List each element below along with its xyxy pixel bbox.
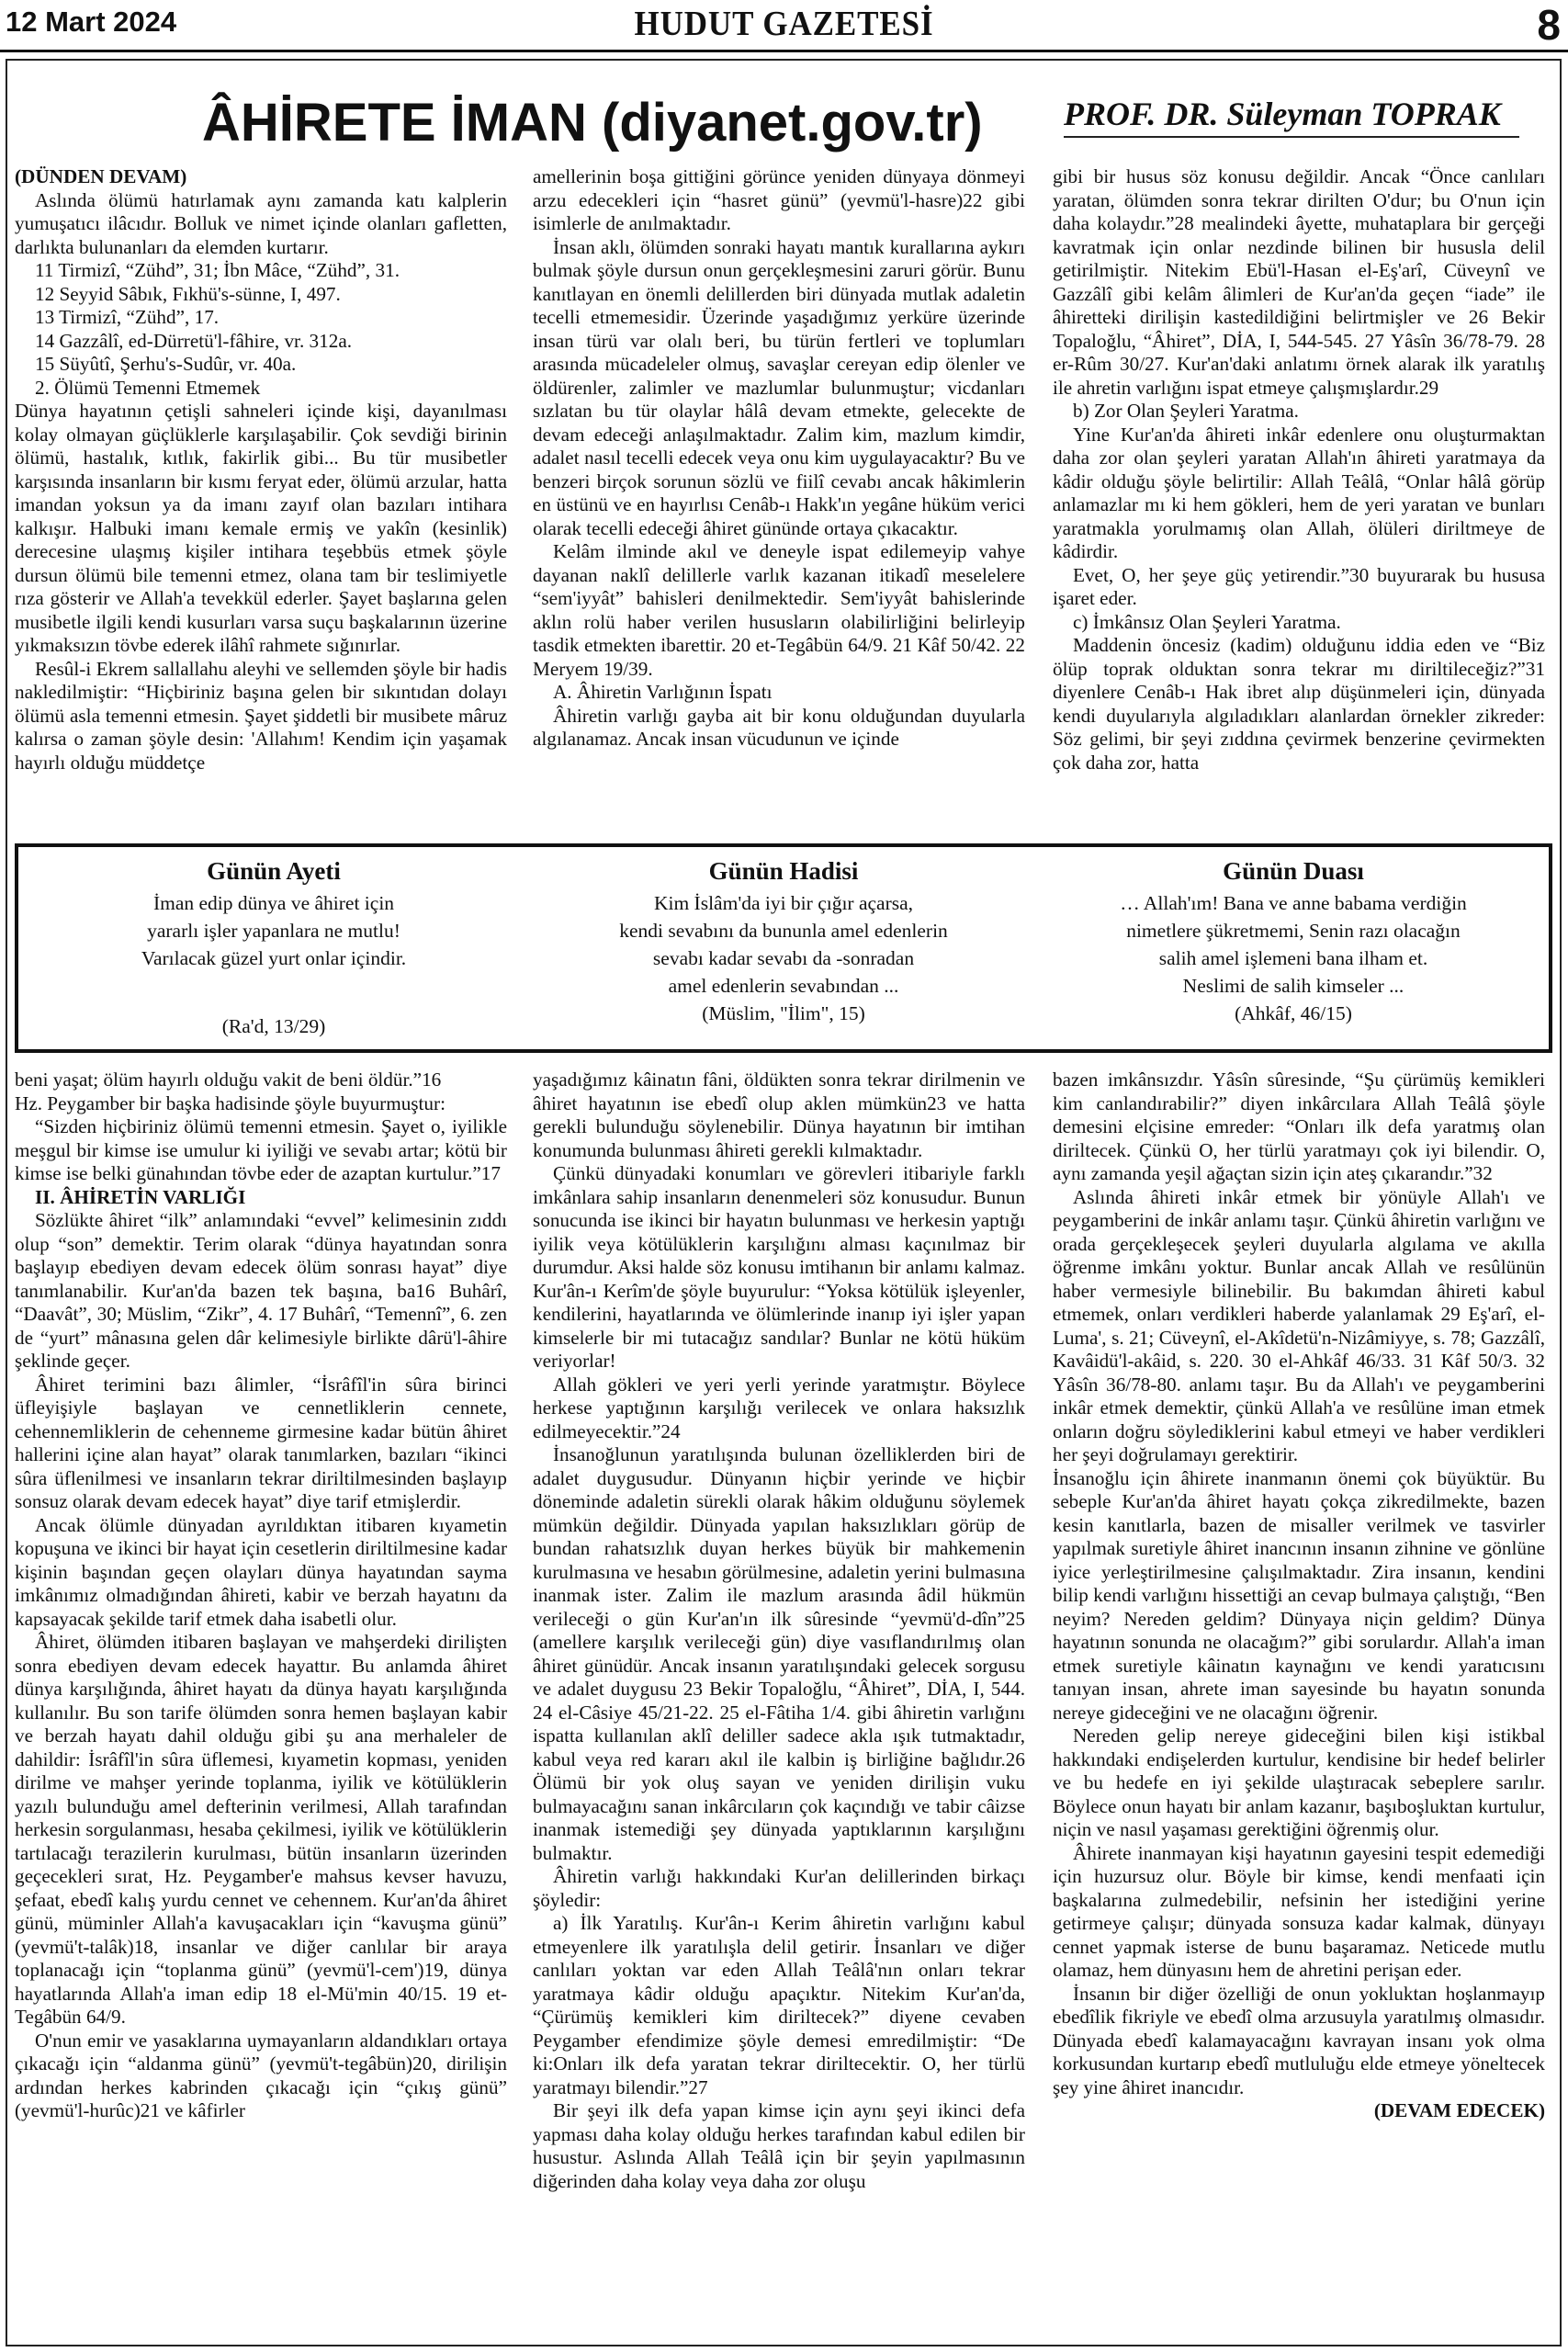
- article-paragraph: Allah gökleri ve yeri yerli yerinde yaratmıştır. Böylece herkese yaptığının karşılığı verilecek ve onlara haksızlık edilmeyecektir.”24: [533, 1373, 1025, 1442]
- article-paragraph: İnsanın bir diğer özelliği de onun yokluktan hoşlanmayıp ebedîlik fikriyle ve ebedî olma arzusuyla yaratılmış olmasıdır. Dünyada ebedî kalamayacağını kavrayan insanı yok olma korkusundan kurtarıp ebedî mutluluğu elde etmeye yöneltecek şey yine âhiret inancıdır.: [1053, 1982, 1545, 2098]
- article-paragraph: (DÜNDEN DEVAM): [15, 165, 187, 187]
- article-paragraph: Evet, O, her şeye güç yetirendir.”30 buyurarak bu hususa işaret eder.: [1053, 563, 1545, 609]
- box-line: Kim İslâm'da iyi bir çığır açarsa,: [653, 892, 914, 914]
- top-column-3: [1053, 165, 1545, 829]
- article-paragraph: O'nun emir ve yasaklarına uymayanların aldandıkları ortaya çıkacağı için “aldanma günü” (yevmü't-tegâbün)20, dirilişin ardından herkes kabrinden çıkacağı için “çıkış günü” (yevmü'l-hurûc)21 ve kâfirler: [15, 2029, 507, 2121]
- article-paragraph: Dünya hayatının çetişli sahneleri içinde kişi, dayanılması kolay olmayan güçlüklerle karşılaşabilir. Çok sevdiği birinin ölümü, hastalık, kıtlık, fakirlik gibi... Bu tür musibetler karşısında insanların bir kısmı feryat eder, ölümü arzular, hatta imandan yoksun ya da imanı zayıf olan bazıları intihara kalkışır. Halbuki imanı kemale ermiş ve yakîn (kesinlik) derecesine ulaşmış kişiler intihara teşebbüs etmek şöyle dursun ölümü bile temenni etmez, olana tam bir teslimiyetle rıza gösterir ve Allah'a tevekkül ederler. Şayet başlarına gelen musibetle ilgili kendi kusurları varsa suçu başkalarının üzerine yıkmaksızın tövbe ederek ilâhî rahmete sığınırlar.: [15, 400, 507, 656]
- page-header: [0, 0, 1568, 51]
- article-paragraph: Aslında ölümü hatırlamak aynı zamanda katı kalplerin yumuşatıcı ilâcıdır. Bolluk ve nimet içinde olanları gafletten, darlıkta bulunanları da elemden kurtarır.: [15, 188, 507, 258]
- article-paragraph: Âhiret, ölümden itibaren başlayan ve mahşerdeki dirilişten sonra ebediyen devam edecek hayattır. Bu anlamda âhiret dünya karşılığında, âhiret hayatı da dünya hayatı karşılığında kullanılır. Bu son tarife ölümden sonra hemen başlayan kabir ve berzah hayatı dahil olduğu gibi şu ana merhaleler de dahildir: İsrâfîl'in sûra üflemesi, kıyametin kopması, yeniden dirilme ve mahşer yerinde toplanma, iyilik ve kötülüklerin yazılı bulunduğu amel defterinin verilmesi, Allah tarafından herkesin sorgulanması, hesaba çekilmesi, iyilik ve kötülüklerin tartılacağı terazilerin kurulması, bütün insanların üzerinden geçecekleri sırat, Hz. Peygamber'e mahsus kevser havuzu, şefaat, ebedî kalış yurdu cennet ve cehennem. Kur'an'da âhiret günü, müminler Allah'a kavuşacakları için “kavuşma günü” (yevmü't-talâk)18, insanlar ve diğer canlılar bir araya toplanacağı için “toplanma günü” (yevmü'l-cem')19, dünya hayatlarında Allah'a iman edip 18 el-Mü'min 40/15. 19 et-Tegâbün 64/9.: [15, 1631, 507, 2028]
- bottom-column-1: [15, 1069, 507, 2341]
- article-paragraph: II. ÂHİRETİN VARLIĞI: [35, 1185, 246, 1208]
- article-paragraph: (DEVAM EDECEK): [1373, 2099, 1545, 2121]
- header-rule: [0, 50, 1568, 52]
- article-paragraph: Nereden gelip nereye gideceğini bilen kişi istikbal hakkındaki endişelerden kurtulur, kendisine bir hedef belirler ve bu hedefe en iyi şekilde ulaştıracak sebeplere sarılır. Böylece onun hayatı bir anlam kazanır, başıboşluktan kurtulur, niçin ve nasıl yaşaması gerektiğini öğrenmiş olur.: [1053, 1724, 1545, 1840]
- article-paragraph: İnsanoğlu için âhirete inanmanın önemi çok büyüktür. Bu sebeple Kur'an'da âhiret hayatı çokça zikredilmekte, bazen kesin kanıtlarla, bazen de misaller verilmek ve tasvirler yapılmak suretiyle âhiret inancının insanın zihnine ve gönlüne iyice yerleştirilmesine çalışılmaktadır. Zira insanın, kendini bilip kendi varlığını hissettiği an cevap bulmaya çalıştığı, “Ben neyim? Nereden geldim? Dünyaya niçin geldim? Dünya hayatının sonunda ne olacağım?” gibi sorulardır. Allah'a iman etmek suretiyle kâinatın kaynağını ve kendi yaratıcısını tanıyan insan, ahrete iman sayesinde bu hayatın sonunda nereye gideceğini ve ne olacağını öğrenir.: [1053, 1466, 1545, 1724]
- box-source: (Müslim, "İlim", 15): [702, 1002, 865, 1024]
- bottom-column-3: [1053, 1069, 1545, 2341]
- top-column-2: [533, 165, 1025, 829]
- article-paragraph: “Sizden hiçbiriniz ölümü temenni etmesin. Şayet o, iyilikle meşgul bir kimse ise umulur ki iyiliği ve sevabı artar; kötü bir kimse ise belki günahından tövbe eder de azaptan kurtulur.”17: [15, 1115, 507, 1184]
- article-paragraph: Âhirete inanmayan kişi hayatının gayesini tespit edemediği için huzursuz olur. Böyle bir kimse, kendi menfaati için başkalarına zulmedebilir, nefsinin her istediğini yerine getirmeye çalışır; dünyada sonsuza kadar kalmak, dünyayı cennet yapmak isterse de bunu başaramaz. Neticede mutlu olamaz, hem dünyasını hem de ahretini perişan eder.: [1053, 1841, 1545, 1981]
- top-column-1: [15, 165, 507, 829]
- box-source: (Ra'd, 13/29): [221, 1015, 326, 1037]
- newspaper-name: HUDUT GAZETESİ: [634, 5, 934, 43]
- daily-boxes: [15, 843, 1552, 1053]
- box-line: Varılacak güzel yurt onlar içindir.: [141, 947, 407, 969]
- box-source: (Ahkâf, 46/15): [1235, 1002, 1352, 1024]
- box-line: Neslimi de salih kimseler ...: [1182, 975, 1404, 997]
- article-paragraph: c) İmkânsız Olan Şeyleri Yaratma.: [1073, 610, 1341, 633]
- article-paragraph: amellerinin boşa gittiğini görünce yeniden dünyaya dönmeyi arzu edecekleri için “hasret günü” (yevmü'l-hasre)22 gibi isimlerle de anılmaktadır.: [533, 165, 1025, 234]
- article-paragraph: Âhiret terimini bazı âlimler, “İsrâfîl'in sûra birinci üfleyişiyle başlayan ve cennetliklerin cennete, cehennemliklerin de cehenneme girmesine kadar bütün âhiret hallerini içine alan hayat” olarak tanımlarken, bazıları “ikinci sûra üflenilmesi ve insanların tekrar diriltilmesinden başlayıp sonsuz olarak devam edecek hayat” diye tarif etmişlerdir.: [15, 1373, 507, 1512]
- article-paragraph: yaşadığımız kâinatın fâni, öldükten sonra tekrar dirilmenin ve âhiret hayatının ise ebedî olup aklen mümkün23 ve hatta gerekli bulunduğu söylenebilir. Dünya hayatının bir imtihan konumunda bulunması âhireti gerekli kılmaktadır.: [533, 1069, 1025, 1161]
- page-number: 8: [1537, 1, 1561, 49]
- box-line: sevabı kadar sevabı da -sonradan: [652, 947, 915, 969]
- box-line: … Allah'ım! Bana ve anne babama verdiğin: [1120, 892, 1467, 914]
- verse-of-day: [26, 853, 522, 1040]
- article-paragraph: Aslında âhireti inkâr etmek bir yönüyle Allah'ı ve peygamberini de inkâr anlamı taşır. Çünkü âhiretin varlığını ve orada gerçekleşecek şeyleri duyularla algılama ve akılla öğrenme imkânı yoktur. Bunlar ancak Allah ve resûlünün haber vermesiyle bilinebilir. Bu bakımdan âhireti kabul etmemek, onları verdikleri haberde yalanlamak 29 Eş'arî, el-Luma', s. 21; Cüveynî, el-Akîdetü'n-Nizâmiyye, s. 78; Gazzâlî, Kavâidü'l-akâid, s. 220. 30 el-Ahkâf 46/33. 31 Kâf 50/3. 32 Yâsîn 36/78-80. anlamı taşır. Bu da Allah'ı ve peygamberini inkâr etmek demektir, çünkü Allah'a ve resûlüne iman etmek onların doğru söylediklerini kabul etmeyi ve haber verdikleri her şeyi doğrulamayı gerektirir.: [1053, 1185, 1545, 1465]
- box-line: yararlı işler yapanlara ne mutlu!: [147, 920, 400, 942]
- article-author: PROF. DR. Süleyman TOPRAK: [1064, 96, 1501, 132]
- article-paragraph: Âhiretin varlığı gayba ait bir konu olduğundan duyularla algılanamaz. Ancak insan vücudunun ve içinde: [533, 704, 1025, 750]
- hadith-of-day: [536, 853, 1032, 1027]
- box-heading: Günün Ayeti: [207, 857, 341, 885]
- bottom-column-2: [533, 1069, 1025, 2341]
- article-paragraph: Resûl-i Ekrem sallallahu aleyhi ve sellemden şöyle bir hadis nakledilmiştir: “Hiçbiriniz başına gelen bir sıkıntıdan dolayı ölümü asla temenni etmesin. Şayet şiddetli bir musibete mâruz kalırsa o zaman şöyle desin: 'Allahım! Kendim için yaşamak hayırlı olduğu müddetçe: [15, 657, 507, 774]
- article-paragraph: 2. Ölümü Temenni Etmemek: [35, 376, 261, 399]
- article-paragraph: 15 Süyûtî, Şerhu's-Sudûr, vr. 40a.: [35, 353, 297, 375]
- article-paragraph: 12 Seyyid Sâbık, Fıkhü's-sünne, I, 497.: [35, 282, 341, 305]
- article-paragraph: 13 Tirmizî, “Zühd”, 17.: [35, 306, 220, 328]
- box-line: amel edenlerin sevabından ...: [668, 975, 899, 997]
- article-paragraph: bazen imkânsızdır. Yâsîn sûresinde, “Şu çürümüş kemikleri kim canlandırabilir?” diyen inkârcılara Allah Teâlâ şöyle demesini elçisine emreder: “Onları ilk defa yaratmış olan diriltecek. Çünkü O, her türlü yaratmayı çok iyi bilendir. O, aynı zamanda yeşil ağaçtan sizin için ateş çıkarandır.”32: [1053, 1069, 1545, 1184]
- author-underline: [1064, 136, 1519, 138]
- box-line: kendi sevabını da bununla amel edenlerin: [619, 920, 948, 942]
- box-heading: Günün Duası: [1223, 857, 1364, 885]
- box-heading: Günün Hadisi: [708, 857, 859, 885]
- article-paragraph: beni yaşat; ölüm hayırlı olduğu vakit de beni öldür.”16: [15, 1069, 442, 1091]
- article-paragraph: 14 Gazzâlî, ed-Dürretü'l-fâhire, vr. 312a.: [35, 329, 353, 352]
- article-paragraph: Âhiretin varlığı hakkındaki Kur'an delillerinden birkaçı şöyledir:: [533, 1865, 1025, 1911]
- article-paragraph: b) Zor Olan Şeyleri Yaratma.: [1073, 400, 1299, 422]
- box-line: İman edip dünya ve âhiret için: [152, 892, 395, 914]
- article-paragraph: a) İlk Yaratılış. Kur'ân-ı Kerim âhiretin varlığını kabul etmeyenlere ilk yaratılışla delil getirir. İnsanları ve diğer canlıları yoktan var eden Allah Teâlâ'nın onları tekrar yaratmaya kâdir olduğu apaçıktır. Nitekim Kur'an'da, “Çürümüş kemikleri kim diriltecek?” diyene cevaben Peygamber efendimize şöyle demesi emredilmiştir: “De ki:Onları ilk defa yaratan tekrar diriltecektir. O, her türlü yaratmayı bilendir.”27: [533, 1912, 1025, 2098]
- article-paragraph: Kelâm ilminde akıl ve deneyle ispat edilemeyip vahye dayanan naklî delillerle varlık kazanan itikadî meselelere “sem'iyyât” bahisleri denilmektedir. Sem'iyyât bahislerinde aklın rolü haber verilen hususların olabilirliğini belirleyip tasdik etmekten ibarettir. 20 et-Tegâbün 64/9. 21 Kâf 50/42. 22 Meryem 19/39.: [533, 540, 1025, 680]
- article-paragraph: İnsan aklı, ölümden sonraki hayatı mantık kurallarına aykırı bulmak şöyle dursun onun gerçekleşmesini zaruri görür. Bunu kanıtlayan en önemli delillerden biri dünyada mutlak adaletin tecelli etmemesidir. Üzerinde yaşadığımız yerküre üzerinde insan türü var olalı beri, bu türün fertleri ve toplumları arasında mücadeleler olmuş, savaşlar cereyan edip ölenler ve öldürenler, zalimler ve mazlumlar bulunmuştur; vicdanları sızlatan bu tür olaylar hâlâ devam etmekte, gelecekte de devam edeceği anlaşılmaktadır. Zalim kim, mazlum kimdir, adalet nasıl tecelli edecek veya onu kim uygulayacaktır? Bu ve benzeri birçok sorunun sözlü ve fiilî cevabı ancak hâkimlerin en üstünü ve en hayırlısı Cenâb-ı Hakk'ın yegâne hüküm verici olarak tecelli edeceği âhiret gününde ortaya çıkacaktır.: [533, 235, 1025, 539]
- article-paragraph: Maddenin öncesiz (kadim) olduğunu iddia eden ve “Biz ölüp toprak olduktan sonra tekrar mı diriltileceğiz?”31 diyenlere Cenâb-ı Hak ibret alıp düşünmeleri için, dünyada kendi duyularıyla algıladıkları alanlardan örnekler zikreder: Söz gelimi, bir şeyi zıddına çevirmek benzerine çevirmekten çok daha zor, hatta: [1053, 634, 1545, 774]
- article-paragraph: İnsanoğlunun yaratılışında bulunan özelliklerden biri de adalet duygusudur. Dünyanın hiçbir yerinde ve hiçbir döneminde adaletin sürekli olarak hâkim olduğunu söylemek mümkün değildir. Dünyada yapılan haksızlıkları görüp de bundan rahatsızlık duyan herkes büyük bir mahkemenin kurulmasına ve hesabın görülmesine, adaletin yerini bulmasına inanmak ister. Zalim ile mazlum arasında âdil hükmün verileceği o gün Kur'an'ın ilk sûresinde “yevmü'd-dîn”25 (amellere karşılık verileceği gün) diye vasıflandırılmış olan âhiret günüdür. Ancak insanın yaratılışındaki gelecek sorgusu ve adalet duygusu 23 Bekir Topaloğlu, “Âhiret”, DİA, I, 544. 24 el-Câsiye 45/21-22. 25 el-Fâtiha 1/4. gibi âhiretin varlığını ispatta kullanılan aklî deliller sadece akla ışık tutmaktadır, kabul veya red kararı akıl ile kalbin iş birliğine bağlıdır.26 Ölümü bir yok oluş sayan ve yeniden dirilişin vuku bulmayacağını sanan inkârcıların çok kaçındığı ve tabir câizse inanmak istemediği şey dünyada yaptıklarının karşılığını bulmaktır.: [533, 1443, 1025, 1864]
- article-paragraph: Sözlükte âhiret “ilk” anlamındaki “evvel” kelimesinin zıddı olup “son” demektir. Terim olarak “dünya hayatından sonra başlayıp ebediyen devam edecek ölüm sonrası hayat” diye tanımlanabilir. Kur'an'da bazen tek başına, ba16 Buhârî, “Daavât”, 30; Müslim, “Zikr”, 4. 17 Buhârî, “Temennî”, 6. zen de “yurt” mânasına gelen dâr kelimesiyle birlikte dârü'l-âhire şeklinde geçer.: [15, 1209, 507, 1372]
- issue-date: 12 Mart 2024: [6, 6, 177, 38]
- article-paragraph: 11 Tirmizî, “Zühd”, 31; İbn Mâce, “Zühd”, 31.: [35, 259, 400, 281]
- article-paragraph: Yine Kur'an'da âhireti inkâr edenlere onu oluşturmaktan daha zor olan şeyleri yaratan Allah'ın âhireti yaratmaya da kâdir olduğu şöyle belirtilir: Allah Teâlâ, “Onlar hâlâ görüp anlamazlar mı ki hem gökleri, hem de yeri yaratan ve bunları yaratmakla yorulmamış olan Allah, ölüleri diriltmeye de kâdirdir.: [1053, 423, 1545, 562]
- article-paragraph: Bir şeyi ilk defa yapan kimse için aynı şeyi ikinci defa yapması daha kolay olduğu herkes tarafından kabul edilen bir husustur. Aslında Allah Teâlâ için bir şeyin yapılmasının diğerinden daha kolay veya daha zor oluşu: [533, 2099, 1025, 2192]
- article-paragraph: Hz. Peygamber bir başka hadisinde şöyle buyurmuştur:: [15, 1091, 446, 1114]
- article-paragraph: gibi bir husus söz konusu değildir. Ancak “Önce canlıları yaratan, ölümden sonra tekrar dirilten O'dur; bu O'nun için daha kolaydır.”28 mealindeki âyette, muhataplara bir gerçeği kavratmak için onlar nezdinde bilinen bir hususla delil getirilmiştir. Nitekim Ebü'l-Hasan el-Eş'arî, Cüveynî ve Gazzâlî gibi kelâm âlimleri de Kur'an'da geçen “iade” ile âhiretteki dirilişin kastedildiğini belirtmişler ve 26 Bekir Topaloğlu, “Âhiret”, DİA, I, 544-545. 27 Yâsîn 36/78-79. 28 er-Rûm 30/27. Kur'an'daki anlatımı örnek alarak ilk yaratılış ile ahretin varlığını ispat etmeye çalışmışlardır.29: [1053, 165, 1545, 399]
- article-paragraph: Çünkü dünyadaki konumları ve görevleri itibariyle farklı imkânlara sahip insanların denenmeleri söz konusudur. Bunun sonucunda ise ikinci bir hayatın bulunması ve herkesin yaptığı iyilik veya kötülüklerin karşılığını alması kaçınılmaz bir durumdur. Aksi halde söz konusu imtihanın bir anlamı kalmaz. Kur'ân-ı Kerîm'de şöyle buyurulur: “Yoksa kötülük işleyenler, kendilerini, hayatlarında ve ölümlerinde inanıp iyi işler yapan kimselerle bir mi tutacağız sandılar? Bunlar ne kötü hüküm veriyorlar!: [533, 1162, 1025, 1372]
- article-paragraph: A. Âhiretin Varlığının İspatı: [553, 681, 773, 703]
- article-paragraph: Ancak ölümle dünyadan ayrıldıktan itibaren kıyametin kopuşuna ve ikinci bir hayat için cesetlerin diriltilmesine kadar kişinin başından geçen olayları dünya hayatından sayma imkânımız olmadığından âhireti, kabir ve berzah hayatını da kapsayacak şekilde tarif etmek daha isabetli olur.: [15, 1513, 507, 1630]
- article-title: ÂHİRETE İMAN (diyanet.gov.tr): [202, 93, 983, 153]
- box-line: salih amel işlemeni bana ilham et.: [1158, 947, 1428, 969]
- box-line: nimetlere şükretmemi, Senin razı olacağın: [1126, 920, 1461, 942]
- prayer-of-day: [1045, 853, 1541, 1027]
